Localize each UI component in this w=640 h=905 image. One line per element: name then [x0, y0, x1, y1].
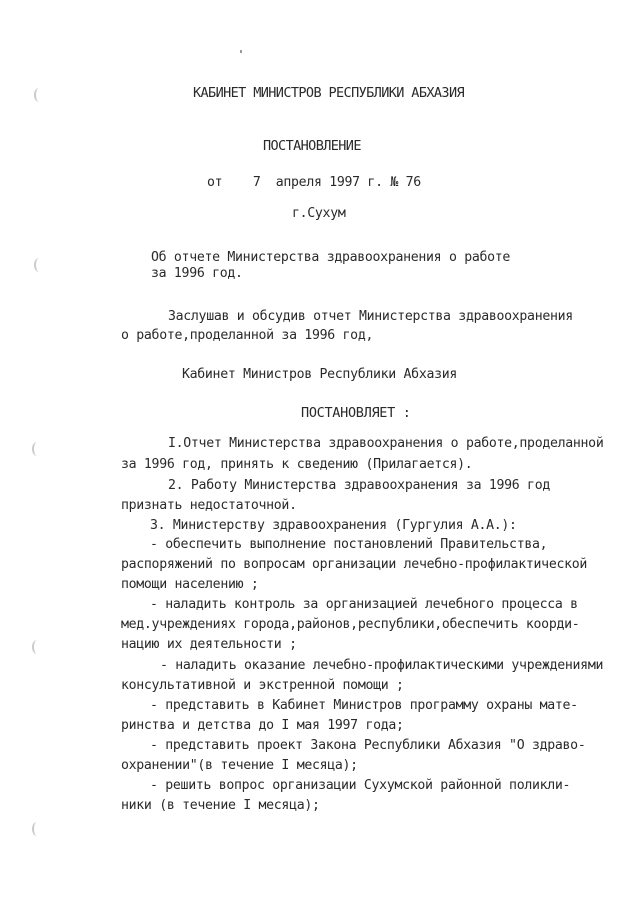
document-type: ПОСТАНОВЛЕНИЕ [263, 138, 361, 154]
body-line: 2. Работу Министерства здравоохранения за 1996 год [168, 478, 550, 493]
binder-hole-mark [32, 442, 42, 456]
body-line: - наладить контроль за организацией лечебного процесса в [150, 597, 578, 612]
intro-line: о работе,проделанной за 1996 год, [121, 328, 374, 343]
body-line: признать недостаточной. [121, 498, 297, 513]
body-line: - решить вопрос организации Сухумской районной поликли- [150, 778, 571, 793]
body-line: мед.учреждениях города,районов,республики,обеспечить коорди- [121, 617, 580, 632]
body-line: - представить проект Закона Республики Абхазия "О здраво- [150, 738, 586, 753]
body-line: 3. Министерству здравоохранения (Гургулия А.А.): [150, 518, 517, 533]
body-line: - представить в Кабинет Министров программу охраны мате- [150, 698, 578, 713]
binder-hole-mark [32, 822, 42, 836]
body-line: ники (в течение I месяца); [121, 798, 320, 813]
cabinet-line: Кабинет Министров Республики Абхазия [182, 367, 458, 382]
subject-line: за 1996 год. [151, 266, 243, 281]
body-line: за 1996 год, принять к сведению (Прилагается). [121, 457, 473, 472]
body-line: охранении"(в течение I месяца); [121, 758, 358, 773]
binder-hole-mark [34, 258, 44, 272]
body-line: консультативной и экстренной помощи ; [121, 678, 404, 693]
body-line: - обеспечить выполнение постановлений Правительства, [150, 537, 548, 552]
resolves-heading: ПОСТАНОВЛЯЕТ : [301, 405, 411, 421]
body-line: помощи населению ; [121, 577, 259, 592]
binder-hole-mark [34, 88, 44, 102]
body-line: нацию их деятельности ; [121, 637, 297, 652]
body-line: ринства и детства до I мая 1997 года; [121, 718, 404, 733]
ministry-title: КАБИНЕТ МИНИСТРОВ РЕСПУБЛИКИ АБХАЗИЯ [193, 85, 464, 101]
body-line: распоряжений по вопросам организации лечебно-профилактической [121, 557, 588, 572]
date-line: от 7 апреля 1997 г. № 76 [207, 175, 421, 190]
speck [240, 50, 242, 53]
body-line: - наладить оказание лечебно-профилактическими учреждениями [160, 658, 604, 673]
city-line: г.Сухум [292, 206, 346, 221]
binder-hole-mark [32, 640, 42, 654]
subject-line: Об отчете Министерства здравоохранения о работе [151, 250, 511, 265]
body-line: I.Отчет Министерства здравоохранения о работе,проделанной [168, 436, 604, 451]
intro-line: Заслушав и обсудив отчет Министерства здравоохранения [168, 309, 573, 324]
